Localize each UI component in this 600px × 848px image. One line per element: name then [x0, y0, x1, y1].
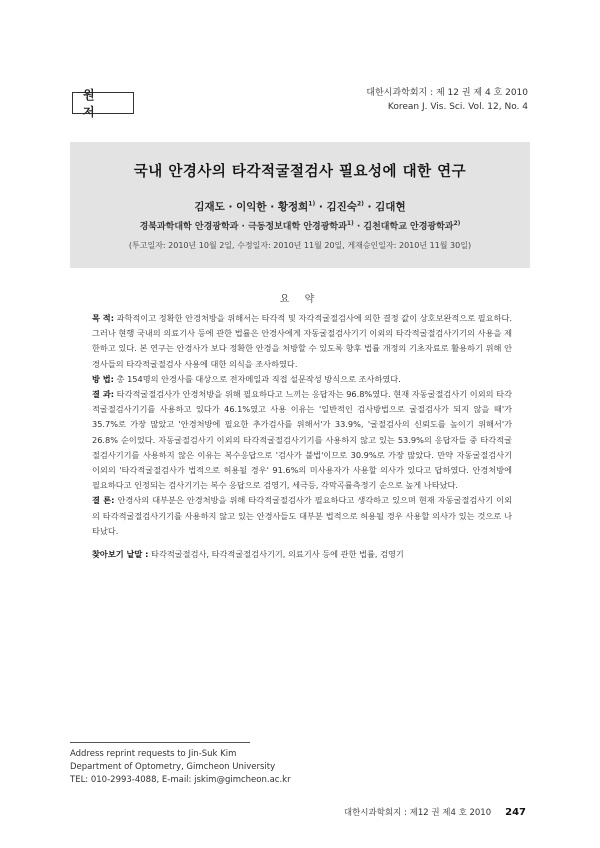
journal-name-english: Korean J. Vis. Sci. Vol. 12, No. 4 — [387, 102, 528, 112]
author-group-3: · 김대현 — [363, 201, 406, 213]
affiliation-mark-1: 1) — [308, 200, 316, 208]
author-group-2: · 김진숙 — [315, 201, 357, 213]
purpose-text: 과학적이고 정확한 안경처방을 위해서는 타각적 및 자각적굴절검사에 의한 결정 값이 상호보완적으로 필요하다. 그러나 현행 국내의 의료기사 등에 관한 법률은 안경사에게 자동굴절검사기기 이외의 타각적굴절검사기기의 사용을 제한하고 있다. 본 연구는 안경사가 보다 정확한 안경을 처방할 수 있도록 향후 법률 개정의 기초자료로 활용하기 위해 안경사들의 타각적굴절검사 사용에 대한 의식을 조사하였다. — [92, 313, 512, 369]
methods-label: 방 법: — [92, 373, 114, 384]
journal-header — [366, 86, 528, 114]
affiliation-group-1: 경북과학대학 안경광학과 · 극동정보대학 안경광학과 — [139, 222, 347, 232]
page-footer — [344, 806, 526, 818]
author-list — [70, 199, 530, 214]
conclusion-label: 결 론: — [92, 495, 115, 506]
article-type-badge: 원 저 — [72, 92, 134, 114]
methods-text: 총 154명의 안경사를 대상으로 전자메일과 직접 설문작성 방식으로 조사하였다. — [113, 373, 401, 384]
journal-name-korean: 대한시과학회지 : 제 12 권 제 4 호 2010 — [366, 88, 528, 98]
affiliation-mark-2: 2) — [356, 200, 364, 208]
keywords-label: 찾아보기 낱말 : — [92, 549, 149, 560]
affiliation-mark-2: 2) — [453, 220, 461, 227]
results-text: 타각적굴절검사가 안경처방을 위해 필요하다고 느끼는 응답자는 96.8%였다. 현재 자동굴절검사기 이외의 타각적굴절검사기기를 사용하고 있다가 46.1%였고 사용 이유는 '일반적인 검사방법으로 굴절검사가 되지 않을 때'가 35.7%로 가장 많았고 '안경처방에 필요한 추가검사를 위해서'가 33.9%, '굴절검사의 신뢰도를 높이기 위해서'가 26.8% 순이었다. 자동굴절검사기 이외의 타각적굴절검사기기를 사용하지 않고 있는 53.9%의 응답자들 중 타각적굴절검사기기를 사용하지 않은 이유는 복수응답으로 '검사가 불법'이므로 30.9%로 가장 많았다. 만약 자동굴절검사기 이외의 '타각적굴절검사가 법적으로 허용될 경우' 91.6%의 미사용자가 사용할 의사가 있다고 답하였다. 안경처방에 필요하다고 인정되는 검사기기는 복수 응답으로 검영기, 세극등, 각막곡률측정기 순으로 높게 나타났다. — [92, 389, 512, 491]
keywords — [92, 547, 512, 562]
conclusion-text: 안경사의 대부분은 안경처방을 위해 타각적굴절검사가 필요하다고 생각하고 있으며 현재 자동굴절검사기 이외의 타각적굴절검사기기를 사용하지 않고 있는 안경사들도 대부분 법적으로 허용될 경우 사용할 의사가 있는 것으로 나타났다. — [92, 495, 512, 536]
abstract-heading: 요 약 — [279, 294, 321, 305]
affiliation-group-2: · 김천대학교 안경광학과 — [353, 222, 454, 232]
author-group-1: 김재도 · 이익한 · 황정희 — [194, 201, 309, 213]
footnote-line-1: Address reprint requests to Jin-Suk Kim — [70, 749, 237, 759]
purpose-label: 목 적: — [92, 313, 114, 323]
keywords-text: 타각적굴절검사, 타각적굴절검사기기, 의료기사 등에 관한 법률, 검영기 — [148, 549, 404, 560]
footer-journal: 대한시과학회지 : 제12 권 제4 호 2010 — [343, 808, 492, 818]
submission-dates: (투고일자: 2010년 10월 2일, 수정일자: 2010년 11월 20일, 게재승인일자: 2010년 11월 30일) — [128, 241, 472, 250]
affiliations — [70, 219, 530, 232]
abstract-results — [92, 387, 512, 493]
title-block — [70, 142, 530, 268]
results-label: 결 과: — [92, 389, 115, 400]
footnote-line-3: TEL: 010-2993-4088, E-mail: jskim@gimcheon.ac.kr — [70, 775, 291, 785]
abstract-methods — [92, 372, 512, 387]
paper-title: 국내 안경사의 타각적굴절검사 필요성에 대한 연구 — [133, 164, 467, 180]
correspondence-footnote — [70, 748, 291, 787]
footnote-divider — [70, 742, 250, 743]
abstract-purpose — [92, 311, 512, 372]
page-number: 247 — [505, 807, 526, 818]
footnote-line-2: Department of Optometry, Gimcheon University — [70, 762, 276, 772]
abstract-body — [92, 311, 512, 562]
affiliation-mark-1: 1) — [346, 220, 354, 227]
abstract-conclusion — [92, 493, 512, 539]
